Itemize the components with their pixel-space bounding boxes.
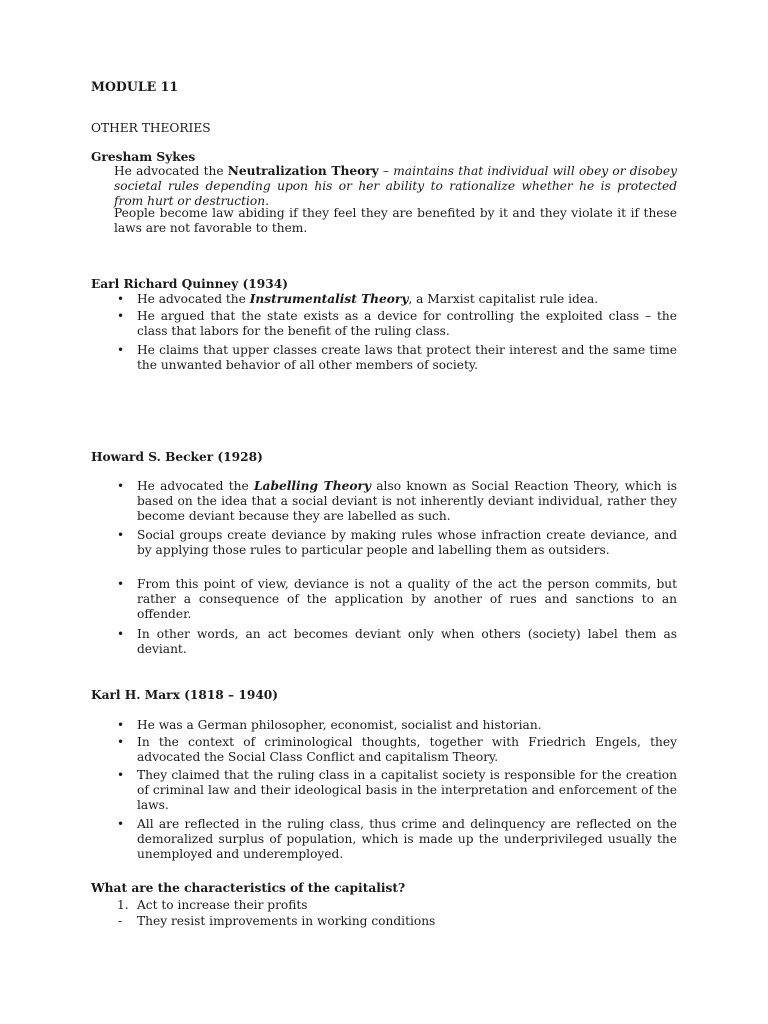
becker-bullet-4: In other words, an act becomes deviant only when others (society) label them as deviant. xyxy=(137,627,677,657)
neutralization-theory-term: Neutralization Theory xyxy=(227,164,379,178)
marx-bullet-2: In the context of criminological thoughts, together with Friedrich Engels, they advocated the Social Class Conflict and capitalism Theory. xyxy=(137,735,677,765)
capitalist-item-2: They resist improvements in working conditions xyxy=(137,914,436,928)
list-dash: - xyxy=(118,914,123,928)
becker-bullet-1 xyxy=(137,479,677,525)
bullet-icon: • xyxy=(117,817,125,831)
module-title: MODULE 11 xyxy=(91,79,179,94)
marx-bullet-4: All are reflected in the ruling class, thus crime and delinquency are reflected on the demoralized surplus of population, which is made up the underprivileged usually the unemployed and underemployed. xyxy=(137,817,677,862)
capitalist-item-1: Act to increase their profits xyxy=(137,898,308,912)
becker-bullet-2: Social groups create deviance by making rules whose infraction create deviance, and by applying those rules to particular people and labelling them as outsiders. xyxy=(137,528,677,558)
marx-bullet-3: They claimed that the ruling class in a capitalist society is responsible for the creation of criminal law and their ideological basis in the interpretation and enforcement of the laws. xyxy=(137,768,677,813)
capitalist-question: What are the characteristics of the capitalist? xyxy=(91,881,406,895)
quinney-bullet-2: He argued that the state exists as a device for controlling the exploited class – the class that labors for the benefit of the ruling class. xyxy=(137,309,677,339)
bullet-icon: • xyxy=(117,309,125,323)
bullet-icon: • xyxy=(117,718,125,732)
bullet-icon: • xyxy=(117,292,125,306)
becker-b1-rest: also known as Social Reaction Theory, which is based on the idea that a social deviant is not inherently deviant individual, rather they become deviant because they are labelled as such. xyxy=(137,479,677,524)
bullet-icon: • xyxy=(117,577,125,591)
becker-heading: Howard S. Becker (1928) xyxy=(91,450,263,464)
sykes-heading: Gresham Sykes xyxy=(91,150,196,164)
bullet-icon: • xyxy=(117,343,125,357)
quinney-b1-rest: , a Marxist capitalist rule idea. xyxy=(408,292,599,306)
section-title: OTHER THEORIES xyxy=(91,121,211,135)
sykes-p1-definition: – maintains that individual will obey or disobey societal rules depending upon his or her ability to rationalize whether he is protected from hurt or destruction. xyxy=(114,164,677,209)
marx-heading: Karl H. Marx (1818 – 1940) xyxy=(91,688,279,702)
quinney-heading: Earl Richard Quinney (1934) xyxy=(91,277,288,291)
becker-bullet-3: From this point of view, deviance is not a quality of the act the person commits, but rather a consequence of the application by another of rues and sanctions to an offender. xyxy=(137,577,677,622)
labelling-theory-term: Labelling Theory xyxy=(253,479,371,493)
marx-bullet-1: He was a German philosopher, economist, socialist and historian. xyxy=(137,718,542,732)
quinney-bullet-3: He claims that upper classes create laws that protect their interest and the same time the unwanted behavior of all other members of society. xyxy=(137,343,677,373)
instrumentalist-theory-term: Instrumentalist Theory xyxy=(249,292,409,306)
bullet-icon: • xyxy=(117,735,125,749)
quinney-bullet-1 xyxy=(137,292,598,307)
sykes-p1-text: He advocated the xyxy=(114,164,228,178)
bullet-icon: • xyxy=(117,768,125,782)
sykes-paragraph-2: People become law abiding if they feel they are benefited by it and they violate it if these laws are not favorable to them. xyxy=(114,206,677,236)
becker-b1-text: He advocated the xyxy=(137,479,254,493)
list-number: 1. xyxy=(117,898,129,912)
bullet-icon: • xyxy=(117,479,125,493)
quinney-b1-text: He advocated the xyxy=(137,292,250,306)
bullet-icon: • xyxy=(117,627,125,641)
bullet-icon: • xyxy=(117,528,125,542)
sykes-paragraph-1 xyxy=(114,164,677,210)
